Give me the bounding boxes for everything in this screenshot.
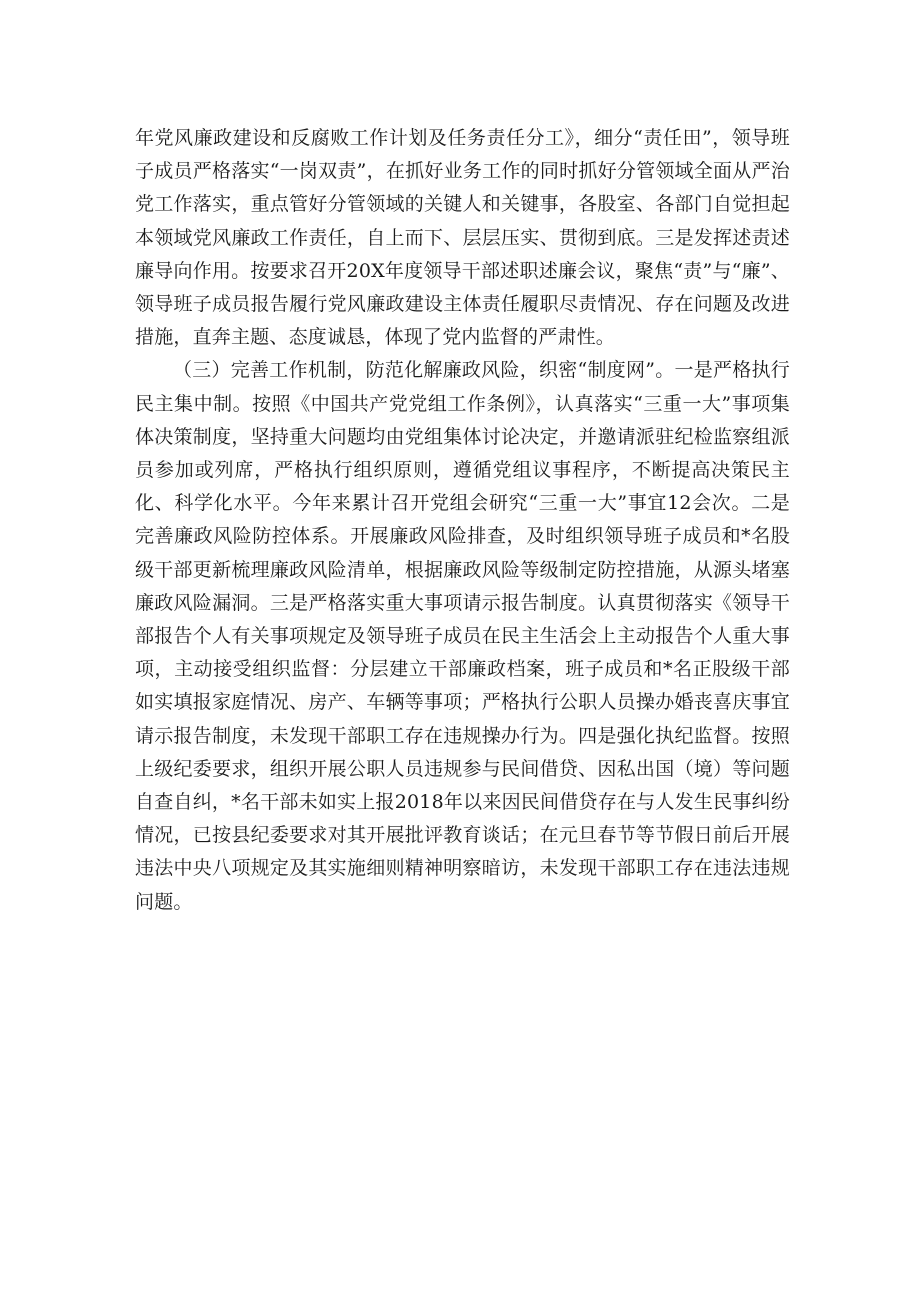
paragraph-continuation: 年党风廉政建设和反腐败工作计划及任务责任分工》，细分“责任田”，领导班子成员严格落实“一岗双责”，在抓好业务工作的同时抓好分管领域全面从严治党工作落实，重点管好分管领域的关键人和关键事，各股室、各部门自觉担起本领域党风廉政工作责任，自上而下、层层压实、贯彻到底。三是发挥述责述廉导向作用。按要求召开20X年度领导干部述职述廉会议，聚焦“责”与“廉”、领导班子成员报告履行党风廉政建设主体责任履职尽责情况、存在问题及改进措施，直奔主题、态度诚恳，体现了党内监督的严肃性。: [135, 127, 790, 349]
document-body: [135, 122, 790, 919]
paragraph-section-three: （三）完善工作机制，防范化解廉政风险，织密“制度网”。一是严格执行民主集中制。按照《中国共产党党组工作条例》，认真落实“三重一大”事项集体决策制度，坚持重大问题均由党组集体讨论决定，并邀请派驻纪检监察组派员参加或列席，严格执行组织原则，遵循党组议事程序，不断提高决策民主化、科学化水平。今年来累计召开党组会研究“三重一大”事宜12会次。二是完善廉政风险防控体系。开展廉政风险排查，及时组织领导班子成员和*名股级干部更新梳理廉政风险清单，根据廉政风险等级制定防控措施，从源头堵塞廉政风险漏洞。三是严格落实重大事项请示报告制度。认真贯彻落实《领导干部报告个人有关事项规定及领导班子成员在民主生活会上主动报告个人重大事项，主动接受组织监督：分层建立干部廉政档案，班子成员和*名正股级干部如实填报家庭情况、房产、车辆等事项；严格执行公职人员操办婚丧喜庆事宜请示报告制度，未发现干部职工存在违规操办行为。四是强化执纪监督。按照上级纪委要求，组织开展公职人员违规参与民间借贷、因私出国（境）等问题自查自纠，*名干部未如实上报2018年以来因民间借贷存在与人发生民事纠纷情况，已按县纪委要求对其开展批评教育谈话；在元旦春节等节假日前后开展违法中央八项规定及其实施细则精神明察暗访，未发现干部职工存在违法违规问题。: [135, 359, 790, 913]
